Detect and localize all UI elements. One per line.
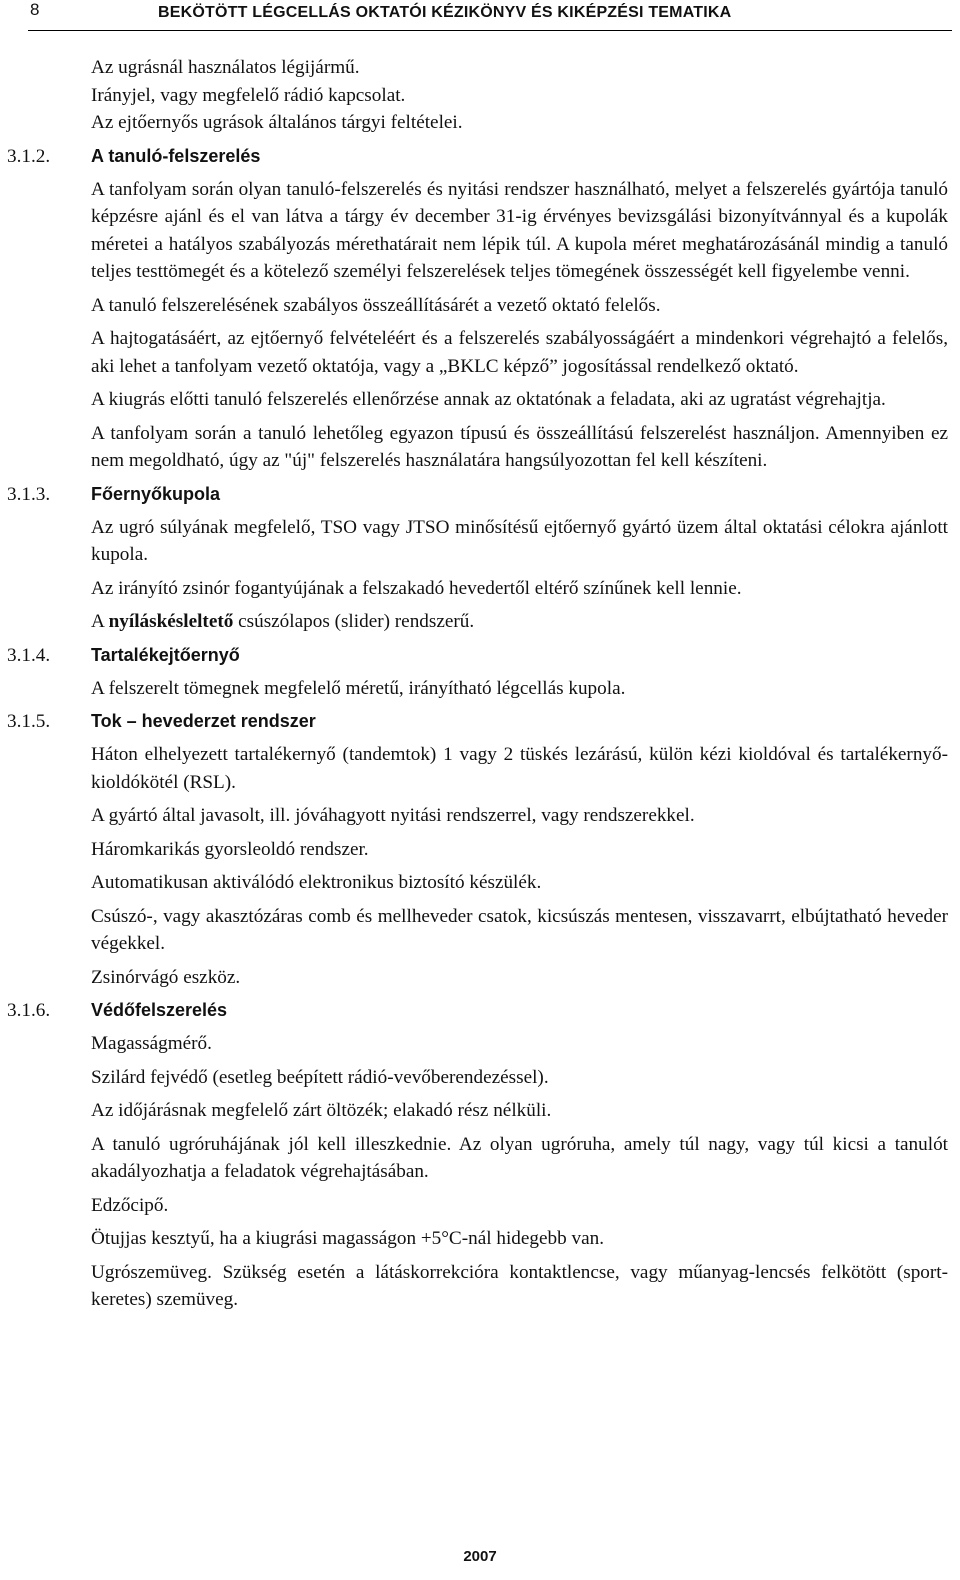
paragraph: Csúszó-, vagy akasztózáras comb és mellheveder csatok, kicsúszás mentesen, visszavarrt, elbújtatható heveder végekkel. — [91, 905, 948, 954]
section-heading — [0, 997, 960, 1024]
paragraph-slider — [91, 608, 948, 636]
paragraph: Háton elhelyezett tartalékernyő (tandemtok) 1 vagy 2 tüskés lezárású, külön kézi kioldóval és tartalékernyő-kioldókötél (RSL). — [91, 744, 948, 793]
intro-line: Az ejtőernyős ugrások általános tárgyi feltételei. — [91, 112, 463, 133]
paragraph: A felszerelt tömegnek megfelelő méretű, irányítható légcellás kupola. — [91, 677, 626, 699]
slider-bold-term: nyíláskésleltető — [108, 611, 234, 632]
section-number: 3.1.4. — [7, 644, 51, 666]
paragraph: Edzőcipő. — [91, 1194, 169, 1216]
section-heading — [0, 708, 960, 735]
slider-prefix: A — [91, 611, 109, 632]
paragraph: Ugrószemüveg. Szükség esetén a látáskorrekcióra kontaktlencse, vagy műanyag-lencsés felkötött (sport-keretes) szemüveg. — [91, 1261, 948, 1310]
page-header — [28, 0, 952, 31]
paragraph: A kiugrás előtti tanuló felszerelés ellenőrzése annak az oktatónak a feladata, aki az ugratást végrehajtja. — [91, 389, 886, 410]
slider-suffix: csúszólapos (slider) rendszerű. — [233, 611, 475, 632]
page-footer-year: 2007 — [463, 1548, 497, 1565]
paragraph: Az irányító zsinór fogantyújának a felszakadó hevedertől eltérő színűnek kell lennie. — [91, 577, 742, 599]
paragraph: Szilárd fejvédő (esetleg beépített rádió-vevőberendezéssel). — [91, 1066, 549, 1088]
paragraph: Háromkarikás gyorsleoldó rendszer. — [91, 838, 369, 860]
paragraph: A tanuló felszerelésének szabályos összeállításárét a vezető oktató felelős. — [91, 294, 661, 316]
section-title: A tanuló-felszerelés — [91, 145, 261, 166]
paragraph: Magasságmérő. — [91, 1033, 212, 1054]
intro-line: Irányjel, vagy megfelelő rádió kapcsolat. — [91, 84, 406, 106]
paragraph: A hajtogatásáért, az ejtőernyő felvételéért és a felszerelés szabályosságáért a mindenkori végrehajtó a felelős, aki lehet a tanfolyam vezető oktatója, vagy a „BKLC képző” jogosítással rendelkező oktató. — [91, 328, 948, 377]
section-title: Védőfelszerelés — [91, 1000, 228, 1020]
paragraph: A gyártó által javasolt, ill. jóváhagyott nyitási rendszerrel, vagy rendszerekkel. — [91, 805, 695, 826]
paragraph: A tanuló ugróruhájának jól kell illeszkednie. Az olyan ugróruha, amely túl nagy, vagy túl kicsi a tanulót akadályozhatja a feladatok végrehajtásában. — [91, 1133, 948, 1182]
paragraph: Ötujjas kesztyű, ha a kiugrási magasságon +5°C-nál hidegebb van. — [91, 1228, 604, 1249]
section-heading — [0, 481, 960, 508]
paragraph: Zsinórvágó eszköz. — [91, 966, 241, 988]
section-title: Tok – hevederzet rendszer — [91, 711, 316, 731]
running-title: BEKÖTÖTT LÉGCELLÁS OKTATÓI KÉZIKÖNYV ÉS KIKÉPZÉSI TEMATIKA — [158, 4, 732, 21]
section-heading — [0, 642, 960, 669]
section-number: 3.1.6. — [7, 1000, 51, 1021]
paragraph: Az időjárásnak megfelelő zárt öltözék; elakadó rész nélküli. — [91, 1100, 552, 1121]
paragraph: A tanfolyam során olyan tanuló-felszerelés és nyitási rendszer használható, melyet a felszerelés gyártója tanuló képzésre ajánl és el van látva a tárgy év december 31-ig érvényes bevizsgálási bizonyítvánnyal és a kupolák méretei a hatályos szabályozás mérethatárait nem lépik túl. A kupola méret meghatározásánál mindig a tanuló teljes testtömegét és a kötelező személyi felszerelések teljes tömegének összességét kell figyelembe venni. — [91, 178, 948, 282]
section-number: 3.1.3. — [7, 483, 51, 505]
intro-line: Az ugrásnál használatos légijármű. — [91, 57, 360, 78]
page-number: 8 — [30, 0, 40, 19]
paragraph: A tanfolyam során a tanuló lehetőleg egyazon típusú és összeállítású felszerelést használjon. Amennyiben ez nem megoldható, úgy az "új" felszerelés használatára hangsúlyozottan fel kell készíteni. — [91, 422, 948, 471]
paragraph: Automatikusan aktiválódó elektronikus biztosító készülék. — [91, 872, 542, 893]
section-number: 3.1.5. — [7, 711, 51, 732]
document-body — [0, 54, 960, 1320]
section-title: Főernyőkupola — [91, 483, 221, 504]
section-title: Tartalékejtőernyő — [91, 644, 240, 665]
section-number: 3.1.2. — [7, 145, 51, 167]
paragraph: Az ugró súlyának megfelelő, TSO vagy JTSO minősítésű ejtőernyő gyártó üzem által oktatási célokra ajánlott kupola. — [91, 516, 948, 565]
section-heading — [0, 143, 960, 170]
